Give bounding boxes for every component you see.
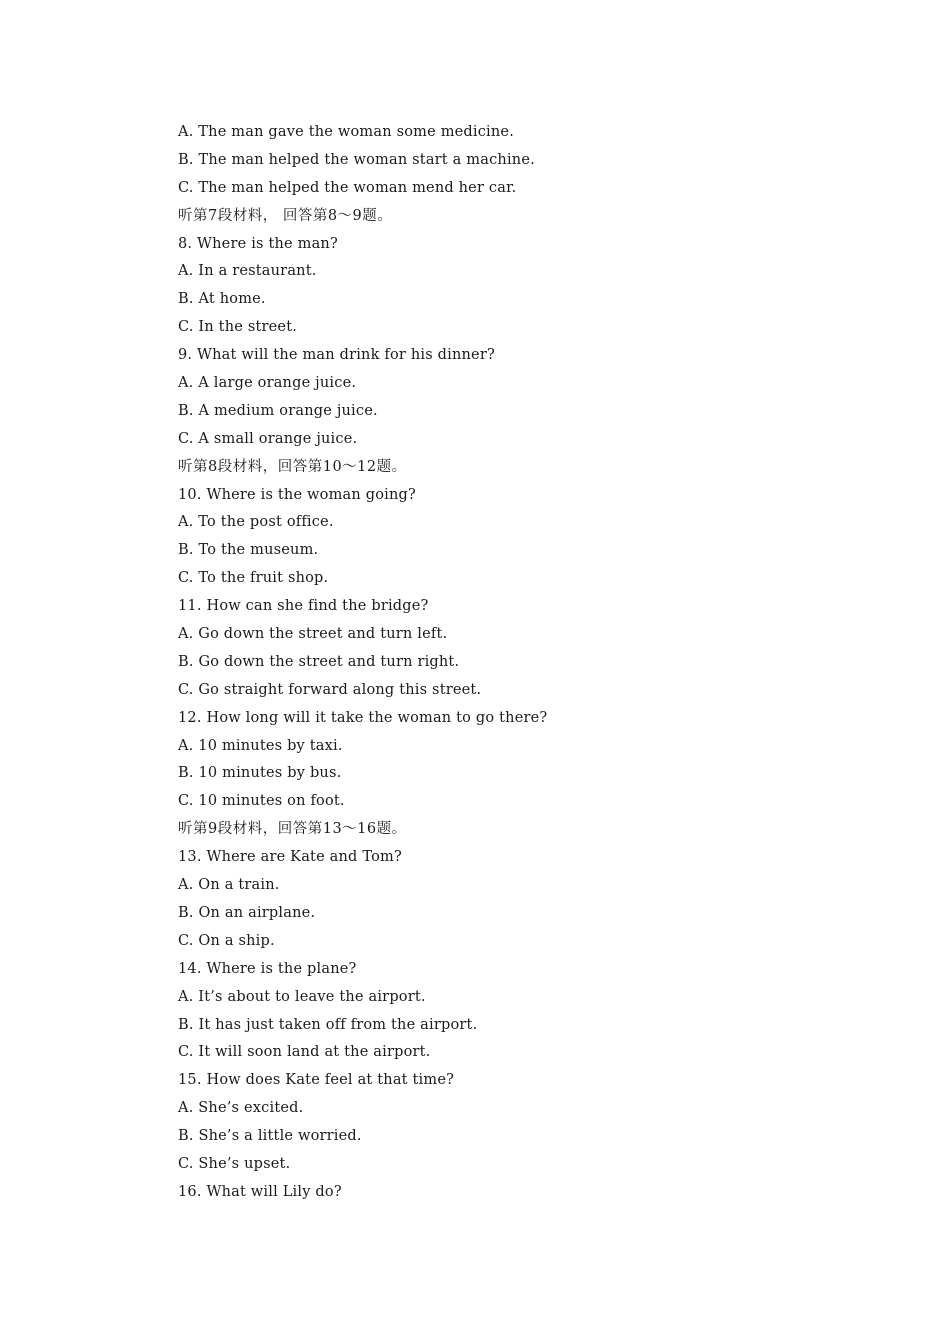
answer-option: C. Go straight forward along this street. [178,681,482,698]
answer-option: B. It has just taken off from the airport. [178,1016,478,1033]
answer-option: B. She’s a little worried. [178,1128,362,1145]
answer-option: C. A small orange juice. [178,430,358,447]
answer-option: C. It will soon land at the airport. [178,1044,431,1061]
answer-option: B. A medium orange juice. [178,402,378,419]
question-text: 12. How long will it take the woman to go there? [178,709,548,726]
answer-option: A. On a train. [178,877,280,894]
answer-option: B. 10 minutes by bus. [178,765,342,782]
question-text: 15. How does Kate feel at that time? [178,1072,455,1089]
answer-option: B. To the museum. [178,542,319,559]
answer-option: A. The man gave the woman some medicine. [178,124,515,140]
question-text: 9. What will the man drink for his dinner? [178,347,495,364]
answer-option: C. In the street. [178,319,298,336]
answer-option: C. 10 minutes on foot. [178,793,345,810]
answer-option: A. It’s about to leave the airport. [178,988,426,1005]
question-text: 11. How can she find the bridge? [178,598,429,615]
question-text: 14. Where is the plane? [178,960,357,977]
section-instruction: 听第7段材料， 回答第8～9题。 [178,207,393,224]
question-list [178,119,878,1207]
answer-option: A. A large orange juice. [178,375,357,392]
section-instruction: 听第8段材料，回答第10～12题。 [178,458,407,475]
answer-option: C. To the fruit shop. [178,570,329,587]
question-text: 10. Where is the woman going? [178,486,416,503]
answer-option: A. 10 minutes by taxi. [178,737,343,754]
section-instruction: 听第9段材料，回答第13～16题。 [178,821,407,838]
answer-option: B. At home. [178,291,266,308]
answer-option: A. She’s excited. [178,1100,304,1117]
answer-option: B. The man helped the woman start a machine. [178,151,535,168]
answer-option: C. On a ship. [178,932,275,949]
answer-option: C. She’s upset. [178,1155,291,1172]
question-text: 13. Where are Kate and Tom? [178,849,402,866]
answer-option: B. Go down the street and turn right. [178,653,460,670]
answer-option: A. In a restaurant. [178,263,317,280]
answer-option: C. The man helped the woman mend her car. [178,179,517,196]
answer-option: A. Go down the street and turn left. [178,626,448,643]
answer-option: A. To the post office. [178,514,334,531]
question-text: 16. What will Lily do? [178,1183,342,1200]
answer-option: B. On an airplane. [178,904,316,921]
question-text: 8. Where is the man? [178,235,338,252]
